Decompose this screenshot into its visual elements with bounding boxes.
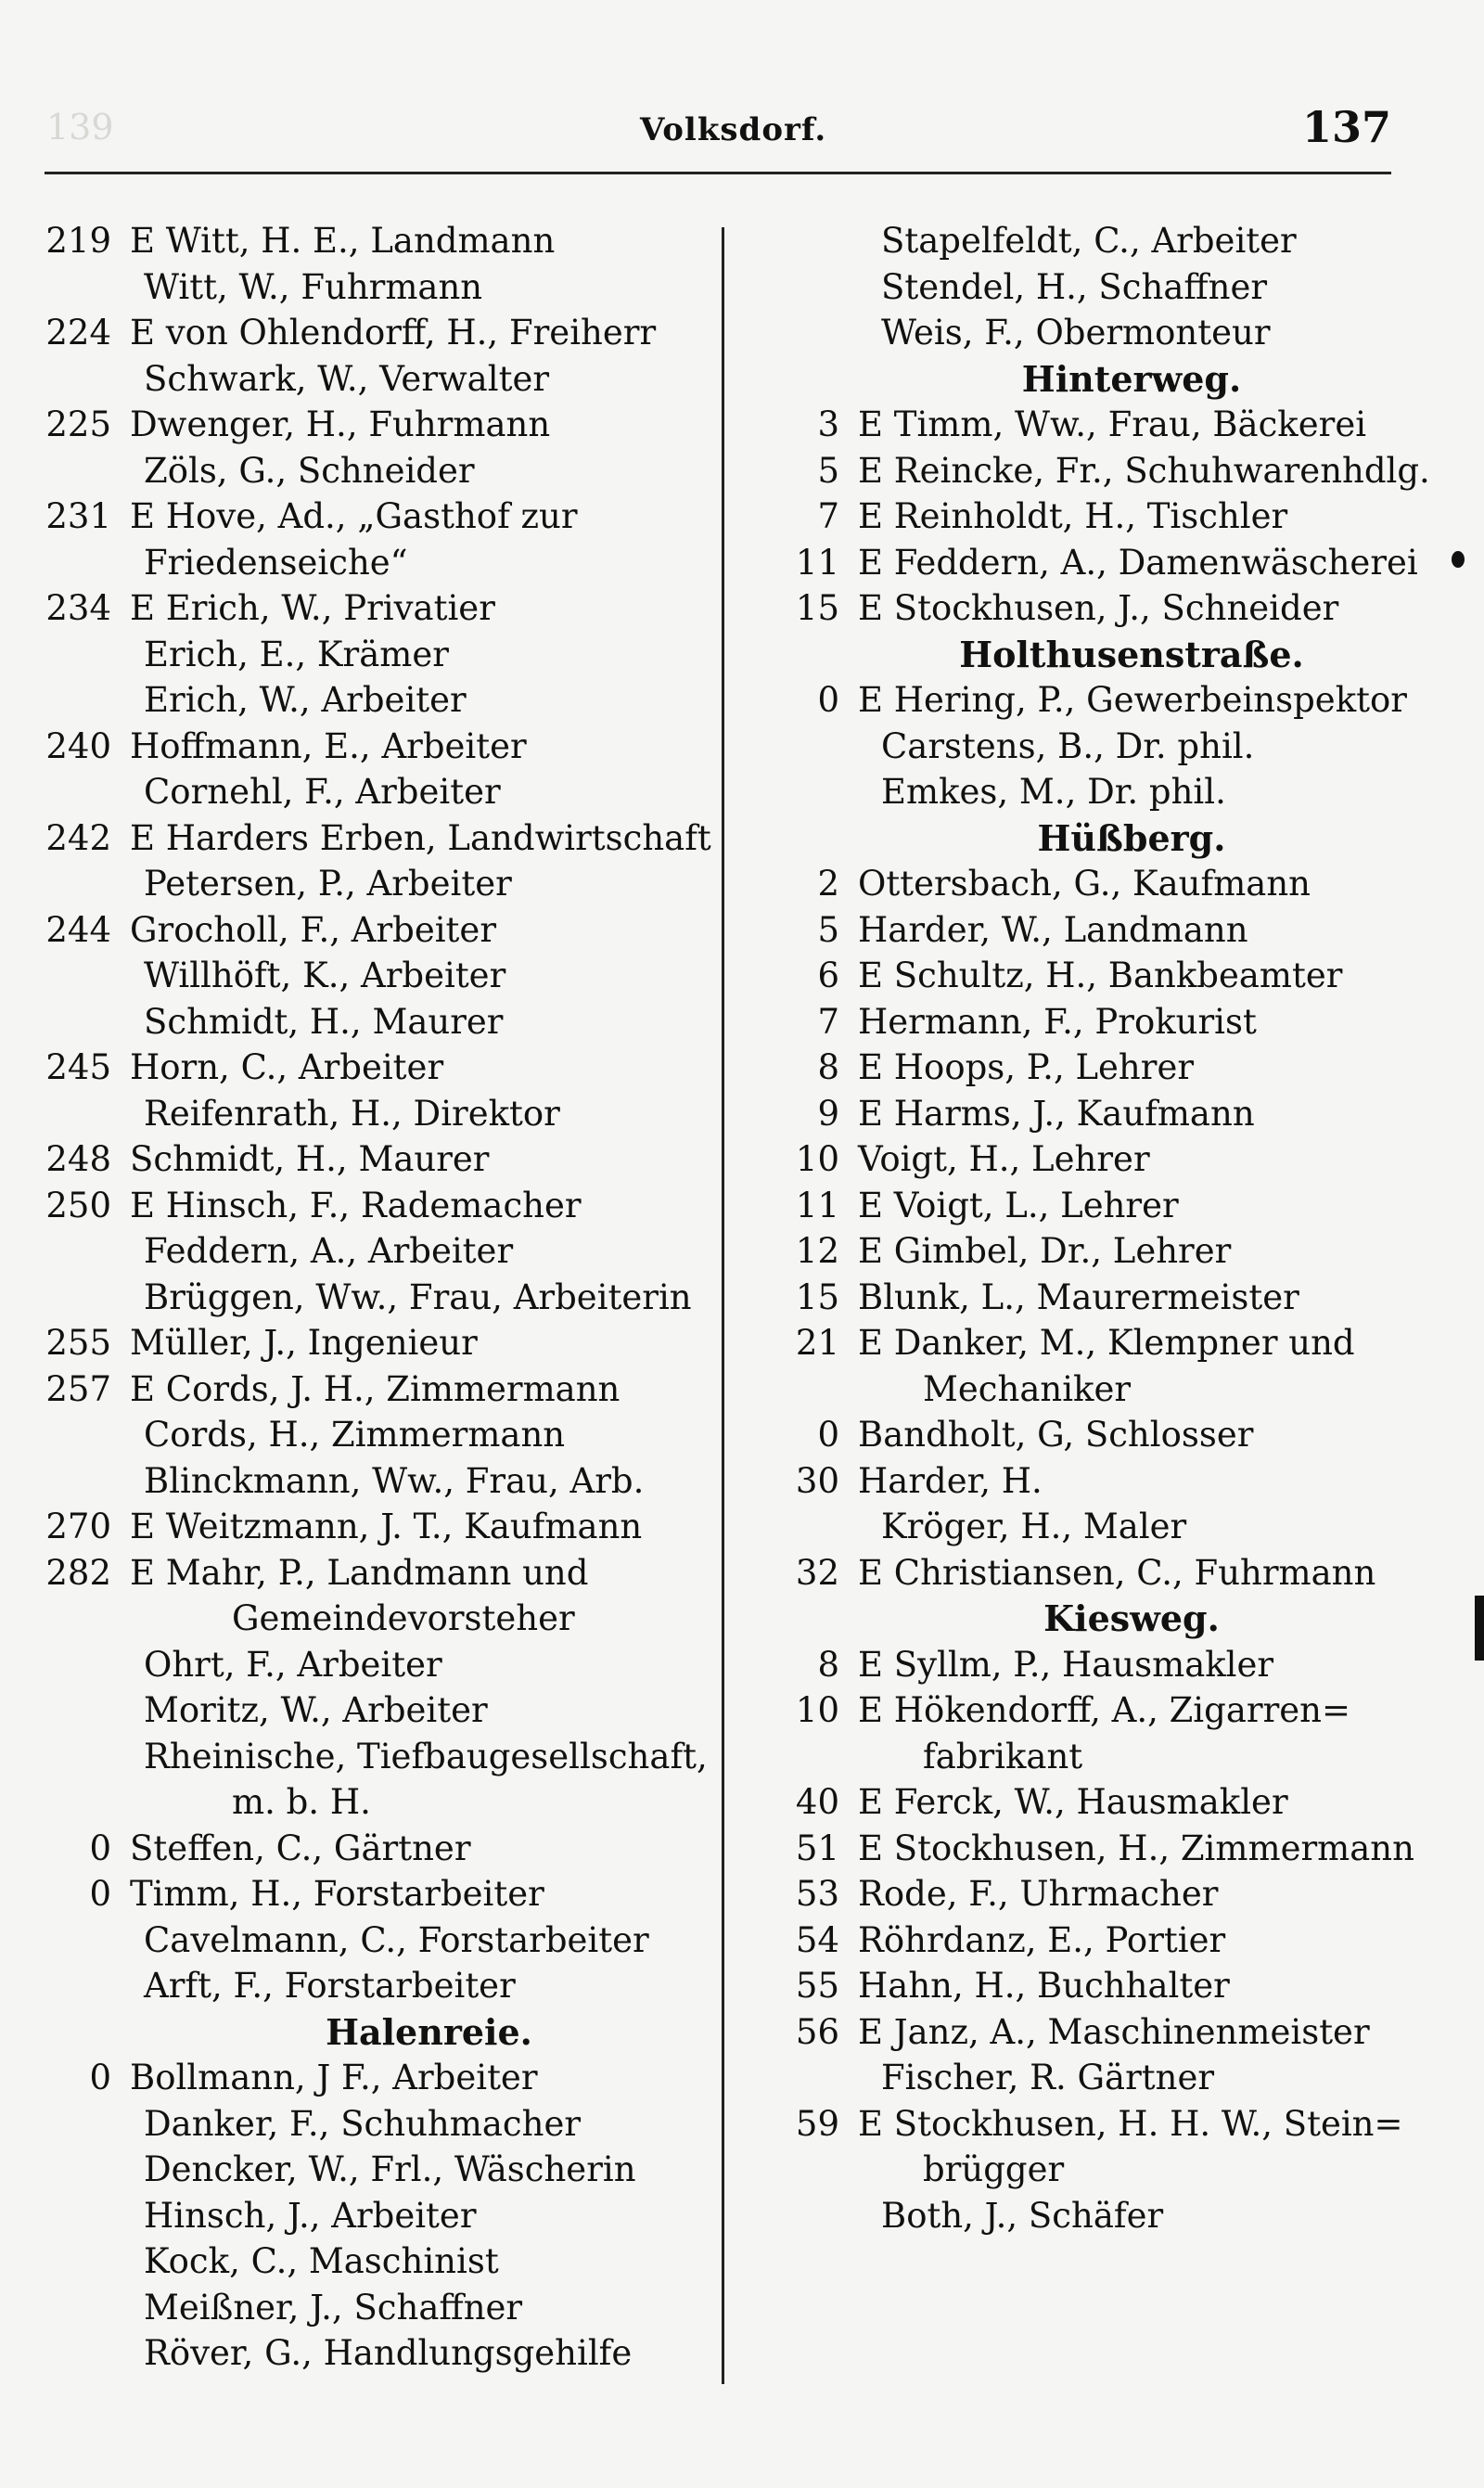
resident-text: E Timm, Ww., Frau, Bäckerei bbox=[858, 404, 1367, 444]
directory-entry-continuation bbox=[37, 1642, 710, 1688]
resident-text: Grocholl, F., Arbeiter bbox=[130, 909, 497, 950]
resident-text: Kock, C., Maschinist bbox=[144, 2241, 499, 2281]
directory-entry-continuation bbox=[761, 1366, 1438, 1413]
directory-entry-continuation bbox=[37, 1228, 710, 1275]
directory-entry bbox=[37, 1826, 710, 1872]
directory-entry bbox=[761, 402, 1438, 448]
directory-entry bbox=[761, 1091, 1438, 1137]
resident-text: Cornehl, F., Arbeiter bbox=[144, 772, 501, 812]
directory-entry-continuation bbox=[761, 1734, 1438, 1780]
directory-entry-continuation bbox=[37, 1734, 710, 1780]
directory-entry-continuation bbox=[37, 448, 710, 494]
directory-entry bbox=[761, 953, 1438, 999]
street-heading: Halenreie. bbox=[326, 2010, 532, 2053]
resident-text: Emkes, M., Dr. phil. bbox=[881, 772, 1226, 812]
directory-entry bbox=[37, 1871, 710, 1917]
house-number: 11 bbox=[795, 1185, 839, 1225]
directory-entry bbox=[761, 1550, 1438, 1597]
directory-entry bbox=[37, 218, 710, 264]
directory-entry-continuation bbox=[37, 1412, 710, 1458]
directory-entry bbox=[761, 861, 1438, 907]
house-number: 6 bbox=[817, 955, 839, 995]
directory-entry bbox=[761, 1826, 1438, 1872]
directory-entry bbox=[761, 1045, 1438, 1091]
resident-text: Weis, F., Obermonteur bbox=[881, 313, 1271, 353]
resident-text: E Harders Erben, Landwirtschaft bbox=[130, 817, 711, 858]
directory-entry-continuation bbox=[37, 861, 710, 907]
resident-text: E Reincke, Fr., Schuhwarenhdlg. bbox=[858, 450, 1430, 491]
resident-text: Voigt, H., Lehrer bbox=[858, 1139, 1150, 1179]
directory-entry bbox=[761, 1320, 1438, 1366]
resident-text: Harder, W., Landmann bbox=[858, 909, 1248, 950]
house-number: 250 bbox=[45, 1185, 111, 1225]
resident-text: Rode, F., Uhrmacher bbox=[858, 1874, 1219, 1914]
house-number: 270 bbox=[45, 1507, 111, 1546]
house-number: 0 bbox=[817, 1415, 839, 1455]
directory-entry bbox=[761, 677, 1438, 724]
house-number: 257 bbox=[45, 1368, 111, 1409]
resident-text: Willhöft, K., Arbeiter bbox=[144, 955, 506, 995]
right-column bbox=[761, 218, 1438, 2238]
resident-text: Erich, E., Krämer bbox=[144, 634, 449, 674]
directory-entry-continuation bbox=[37, 2101, 710, 2148]
house-number: 0 bbox=[89, 2058, 111, 2097]
directory-entry bbox=[761, 1136, 1438, 1183]
resident-text: Bollmann, J F., Arbeiter bbox=[130, 2058, 538, 2097]
resident-text: E Hering, P., Gewerbeinspektor bbox=[858, 680, 1407, 720]
directory-entry bbox=[37, 724, 710, 770]
resident-text: Witt, W., Fuhrmann bbox=[144, 266, 483, 307]
header-rule bbox=[45, 172, 1391, 174]
resident-text: E Stockhusen, H., Zimmermann bbox=[858, 1828, 1414, 1868]
house-number: 0 bbox=[817, 680, 839, 720]
directory-entry-continuation bbox=[761, 1504, 1438, 1550]
resident-text: E Harms, J., Kaufmann bbox=[858, 1093, 1255, 1134]
street-heading: Hinterweg. bbox=[1021, 357, 1242, 400]
directory-entry bbox=[761, 1183, 1438, 1229]
resident-text: Ohrt, F., Arbeiter bbox=[144, 1644, 442, 1685]
resident-text: Mechaniker bbox=[923, 1368, 1132, 1409]
page-number: 137 bbox=[1301, 102, 1391, 152]
resident-text: Moritz, W., Arbeiter bbox=[144, 1690, 488, 1730]
house-number: 7 bbox=[817, 1001, 839, 1042]
directory-entry bbox=[761, 448, 1438, 494]
directory-entry bbox=[761, 494, 1438, 540]
directory-entry-continuation bbox=[37, 1779, 710, 1826]
resident-text: Gemeindevorsteher bbox=[232, 1598, 575, 1638]
resident-text: E Hove, Ad., „Gasthof zur bbox=[130, 496, 578, 536]
resident-text: E Witt, H. E., Landmann bbox=[130, 221, 556, 261]
directory-entry bbox=[37, 1183, 710, 1229]
resident-text: E Schultz, H., Bankbeamter bbox=[858, 955, 1343, 995]
resident-text: Fischer, R. Gärtner bbox=[881, 2058, 1215, 2097]
resident-text: Meißner, J., Schaffner bbox=[144, 2287, 523, 2328]
left-column bbox=[37, 218, 710, 2377]
resident-text: E Cords, J. H., Zimmermann bbox=[130, 1368, 620, 1409]
directory-entry bbox=[37, 585, 710, 632]
directory-entry bbox=[761, 1458, 1438, 1505]
directory-entry bbox=[761, 907, 1438, 954]
resident-text: Rheinische, Tiefbaugesellschaft, bbox=[144, 1736, 708, 1776]
resident-text: Hermann, F., Prokurist bbox=[858, 1001, 1257, 1042]
directory-entry-continuation bbox=[37, 1458, 710, 1505]
house-number: 0 bbox=[89, 1874, 111, 1914]
house-number: 30 bbox=[795, 1460, 839, 1501]
edge-mark bbox=[1475, 1596, 1484, 1661]
directory-entry-continuation bbox=[761, 2055, 1438, 2101]
directory-entry-continuation bbox=[37, 632, 710, 678]
resident-text: E Christiansen, C., Fuhrmann bbox=[858, 1552, 1376, 1593]
house-number: 5 bbox=[817, 450, 839, 491]
house-number: 5 bbox=[817, 909, 839, 950]
directory-entry-continuation bbox=[37, 264, 710, 311]
directory-entry bbox=[37, 907, 710, 954]
resident-text: E Mahr, P., Landmann und bbox=[130, 1552, 589, 1593]
house-number: 15 bbox=[795, 1276, 839, 1317]
resident-text: Stendel, H., Schaffner bbox=[881, 266, 1268, 307]
house-number: 9 bbox=[817, 1093, 839, 1134]
resident-text: Müller, J., Ingenieur bbox=[130, 1323, 478, 1363]
directory-entry-continuation bbox=[37, 2193, 710, 2239]
directory-entry bbox=[761, 1228, 1438, 1275]
directory-entry-continuation bbox=[37, 953, 710, 999]
directory-entry bbox=[761, 1871, 1438, 1917]
street-heading: Hüßberg. bbox=[1037, 816, 1226, 859]
directory-entry-continuation bbox=[761, 769, 1438, 815]
resident-text: Hinsch, J., Arbeiter bbox=[144, 2195, 477, 2236]
directory-entry bbox=[37, 310, 710, 356]
house-number: 245 bbox=[45, 1047, 111, 1087]
house-number: 12 bbox=[795, 1231, 839, 1271]
house-number: 51 bbox=[795, 1828, 839, 1868]
directory-entry bbox=[761, 2101, 1438, 2148]
resident-text: Hahn, H., Buchhalter bbox=[858, 1966, 1230, 2006]
house-number: 21 bbox=[795, 1323, 839, 1363]
house-number: 244 bbox=[45, 909, 111, 950]
resident-text: Petersen, P., Arbeiter bbox=[144, 864, 512, 904]
resident-text: E von Ohlendorff, H., Freiherr bbox=[130, 313, 657, 353]
directory-entry bbox=[761, 1642, 1438, 1688]
resident-text: Schwark, W., Verwalter bbox=[144, 358, 550, 399]
resident-text: Blinckmann, Ww., Frau, Arb. bbox=[144, 1460, 645, 1501]
resident-text: Danker, F., Schuhmacher bbox=[144, 2103, 582, 2144]
resident-text: Carstens, B., Dr. phil. bbox=[881, 725, 1255, 766]
house-number: 219 bbox=[45, 221, 111, 261]
directory-entry-continuation bbox=[37, 356, 710, 403]
directory-entry bbox=[761, 1275, 1438, 1321]
resident-text: Harder, H. bbox=[858, 1460, 1043, 1501]
resident-text: Röhrdanz, E., Portier bbox=[858, 1919, 1226, 1960]
directory-entry bbox=[761, 1779, 1438, 1826]
resident-text: E Feddern, A., Damenwäscherei bbox=[858, 542, 1418, 583]
directory-entry-continuation bbox=[761, 310, 1438, 356]
resident-text: Hoffmann, E., Arbeiter bbox=[130, 725, 527, 766]
resident-text: Dwenger, H., Fuhrmann bbox=[130, 404, 551, 444]
resident-text: Horn, C., Arbeiter bbox=[130, 1047, 444, 1087]
street-heading: Holthusenstraße. bbox=[959, 633, 1304, 675]
resident-text: brügger bbox=[923, 2149, 1065, 2189]
house-number: 10 bbox=[795, 1139, 839, 1179]
resident-text: Schmidt, H., Maurer bbox=[130, 1139, 490, 1179]
house-number: 255 bbox=[45, 1323, 111, 1363]
house-number: 40 bbox=[795, 1782, 839, 1822]
resident-text: m. b. H. bbox=[232, 1782, 371, 1822]
directory-entry bbox=[761, 585, 1438, 632]
directory-entry-continuation bbox=[37, 2330, 710, 2377]
directory-entry-continuation bbox=[37, 2147, 710, 2193]
resident-text: E Stockhusen, H. H. W., Stein= bbox=[858, 2103, 1403, 2144]
house-number: 56 bbox=[795, 2011, 839, 2052]
resident-text: Stapelfeldt, C., Arbeiter bbox=[881, 221, 1297, 261]
resident-text: E Danker, M., Klempner und bbox=[858, 1323, 1355, 1363]
house-number: 242 bbox=[45, 817, 111, 858]
column-divider bbox=[722, 227, 724, 2384]
directory-entry bbox=[37, 1550, 710, 1597]
directory-entry bbox=[761, 2009, 1438, 2056]
directory-entry-continuation bbox=[37, 1596, 710, 1642]
directory-entry bbox=[37, 402, 710, 448]
resident-text: E Erich, W., Privatier bbox=[130, 588, 495, 628]
bleed-through-page-number: 139 bbox=[46, 107, 114, 147]
resident-text: E Ferck, W., Hausmakler bbox=[858, 1782, 1288, 1822]
directory-entry bbox=[37, 1504, 710, 1550]
house-number: 0 bbox=[89, 1828, 111, 1868]
directory-entry-continuation bbox=[761, 264, 1438, 311]
directory-entry-continuation bbox=[37, 1275, 710, 1321]
resident-text: Bandholt, G, Schlosser bbox=[858, 1415, 1254, 1455]
house-number: 7 bbox=[817, 496, 839, 536]
resident-text: Timm, H., Forstarbeiter bbox=[130, 1874, 544, 1914]
resident-text: Both, J., Schäfer bbox=[881, 2195, 1164, 2236]
resident-text: E Gimbel, Dr., Lehrer bbox=[858, 1231, 1232, 1271]
directory-entry bbox=[761, 1687, 1438, 1734]
house-number: 240 bbox=[45, 725, 111, 766]
resident-text: Blunk, L., Maurermeister bbox=[858, 1276, 1299, 1317]
directory-entry bbox=[37, 1366, 710, 1413]
directory-entry bbox=[761, 1412, 1438, 1458]
house-number: 231 bbox=[45, 496, 111, 536]
house-number: 59 bbox=[795, 2103, 839, 2144]
house-number: 53 bbox=[795, 1874, 839, 1914]
house-number: 224 bbox=[45, 313, 111, 353]
directory-entry bbox=[37, 815, 710, 862]
resident-text: Zöls, G., Schneider bbox=[144, 450, 475, 491]
resident-text: Reifenrath, H., Direktor bbox=[144, 1093, 560, 1134]
resident-text: Dencker, W., Frl., Wäscherin bbox=[144, 2149, 636, 2189]
directory-entry-continuation bbox=[761, 724, 1438, 770]
resident-text: Erich, W., Arbeiter bbox=[144, 680, 467, 720]
resident-text: Steffen, C., Gärtner bbox=[130, 1828, 471, 1868]
resident-text: E Janz, A., Maschinenmeister bbox=[858, 2011, 1370, 2052]
resident-text: Arft, F., Forstarbeiter bbox=[144, 1966, 516, 2006]
directory-entry-continuation bbox=[37, 1091, 710, 1137]
directory-entry bbox=[37, 1320, 710, 1366]
resident-text: E Hinsch, F., Rademacher bbox=[130, 1185, 582, 1225]
house-number: 55 bbox=[795, 1966, 839, 2006]
house-number: 3 bbox=[817, 404, 839, 444]
directory-entry-continuation bbox=[37, 769, 710, 815]
house-number: 54 bbox=[795, 1919, 839, 1960]
resident-text: E Syllm, P., Hausmakler bbox=[858, 1644, 1274, 1685]
house-number: 32 bbox=[795, 1552, 839, 1593]
directory-entry-continuation bbox=[37, 1963, 710, 2009]
directory-entry-continuation bbox=[37, 1917, 710, 1964]
resident-text: E Stockhusen, J., Schneider bbox=[858, 588, 1339, 628]
resident-text: Röver, G., Handlungsgehilfe bbox=[144, 2333, 633, 2373]
house-number: 225 bbox=[45, 404, 111, 444]
resident-text: E Hökendorff, A., Zigarren= bbox=[858, 1690, 1350, 1730]
directory-entry bbox=[37, 494, 710, 540]
directory-entry bbox=[761, 540, 1438, 586]
directory-entry bbox=[761, 1963, 1438, 2009]
house-number: 248 bbox=[45, 1139, 111, 1179]
house-number: 8 bbox=[817, 1047, 839, 1087]
house-number: 234 bbox=[45, 588, 111, 628]
resident-text: E Hoops, P., Lehrer bbox=[858, 1047, 1195, 1087]
resident-text: Cavelmann, C., Forstarbeiter bbox=[144, 1919, 649, 1960]
directory-entry-continuation bbox=[37, 677, 710, 724]
directory-entry bbox=[37, 2055, 710, 2101]
resident-text: Schmidt, H., Maurer bbox=[144, 1001, 504, 1042]
directory-entry bbox=[37, 1045, 710, 1091]
resident-text: fabrikant bbox=[923, 1736, 1083, 1776]
directory-entry bbox=[37, 1136, 710, 1183]
directory-entry bbox=[761, 1917, 1438, 1964]
resident-text: E Weitzmann, J. T., Kaufmann bbox=[130, 1507, 643, 1546]
directory-entry-continuation bbox=[37, 2285, 710, 2331]
resident-text: Kröger, H., Maler bbox=[881, 1507, 1187, 1546]
house-number: 11 bbox=[795, 542, 839, 583]
resident-text: Feddern, A., Arbeiter bbox=[144, 1231, 514, 1271]
resident-text: Friedenseiche“ bbox=[144, 542, 408, 583]
directory-entry bbox=[761, 999, 1438, 1045]
house-number: 282 bbox=[45, 1552, 111, 1593]
directory-entry-continuation bbox=[37, 1687, 710, 1734]
directory-entry-continuation bbox=[37, 999, 710, 1045]
directory-entry-continuation bbox=[761, 2193, 1438, 2239]
house-number: 10 bbox=[795, 1690, 839, 1730]
resident-text: Ottersbach, G., Kaufmann bbox=[858, 864, 1311, 904]
house-number: 15 bbox=[795, 588, 839, 628]
ink-dot-mark bbox=[1452, 551, 1465, 568]
resident-text: Brüggen, Ww., Frau, Arbeiterin bbox=[144, 1276, 692, 1317]
house-number: 8 bbox=[817, 1644, 839, 1685]
resident-text: E Reinholdt, H., Tischler bbox=[858, 496, 1288, 536]
directory-entry-continuation bbox=[761, 2147, 1438, 2193]
directory-entry-continuation bbox=[37, 540, 710, 586]
street-heading: Kiesweg. bbox=[1043, 1597, 1220, 1639]
house-number: 2 bbox=[817, 864, 839, 904]
directory-entry-continuation bbox=[761, 218, 1438, 264]
resident-text: E Voigt, L., Lehrer bbox=[858, 1185, 1179, 1225]
directory-entry-continuation bbox=[37, 2238, 710, 2285]
running-head-title: Volksdorf. bbox=[640, 111, 827, 148]
resident-text: Cords, H., Zimmermann bbox=[144, 1415, 566, 1455]
